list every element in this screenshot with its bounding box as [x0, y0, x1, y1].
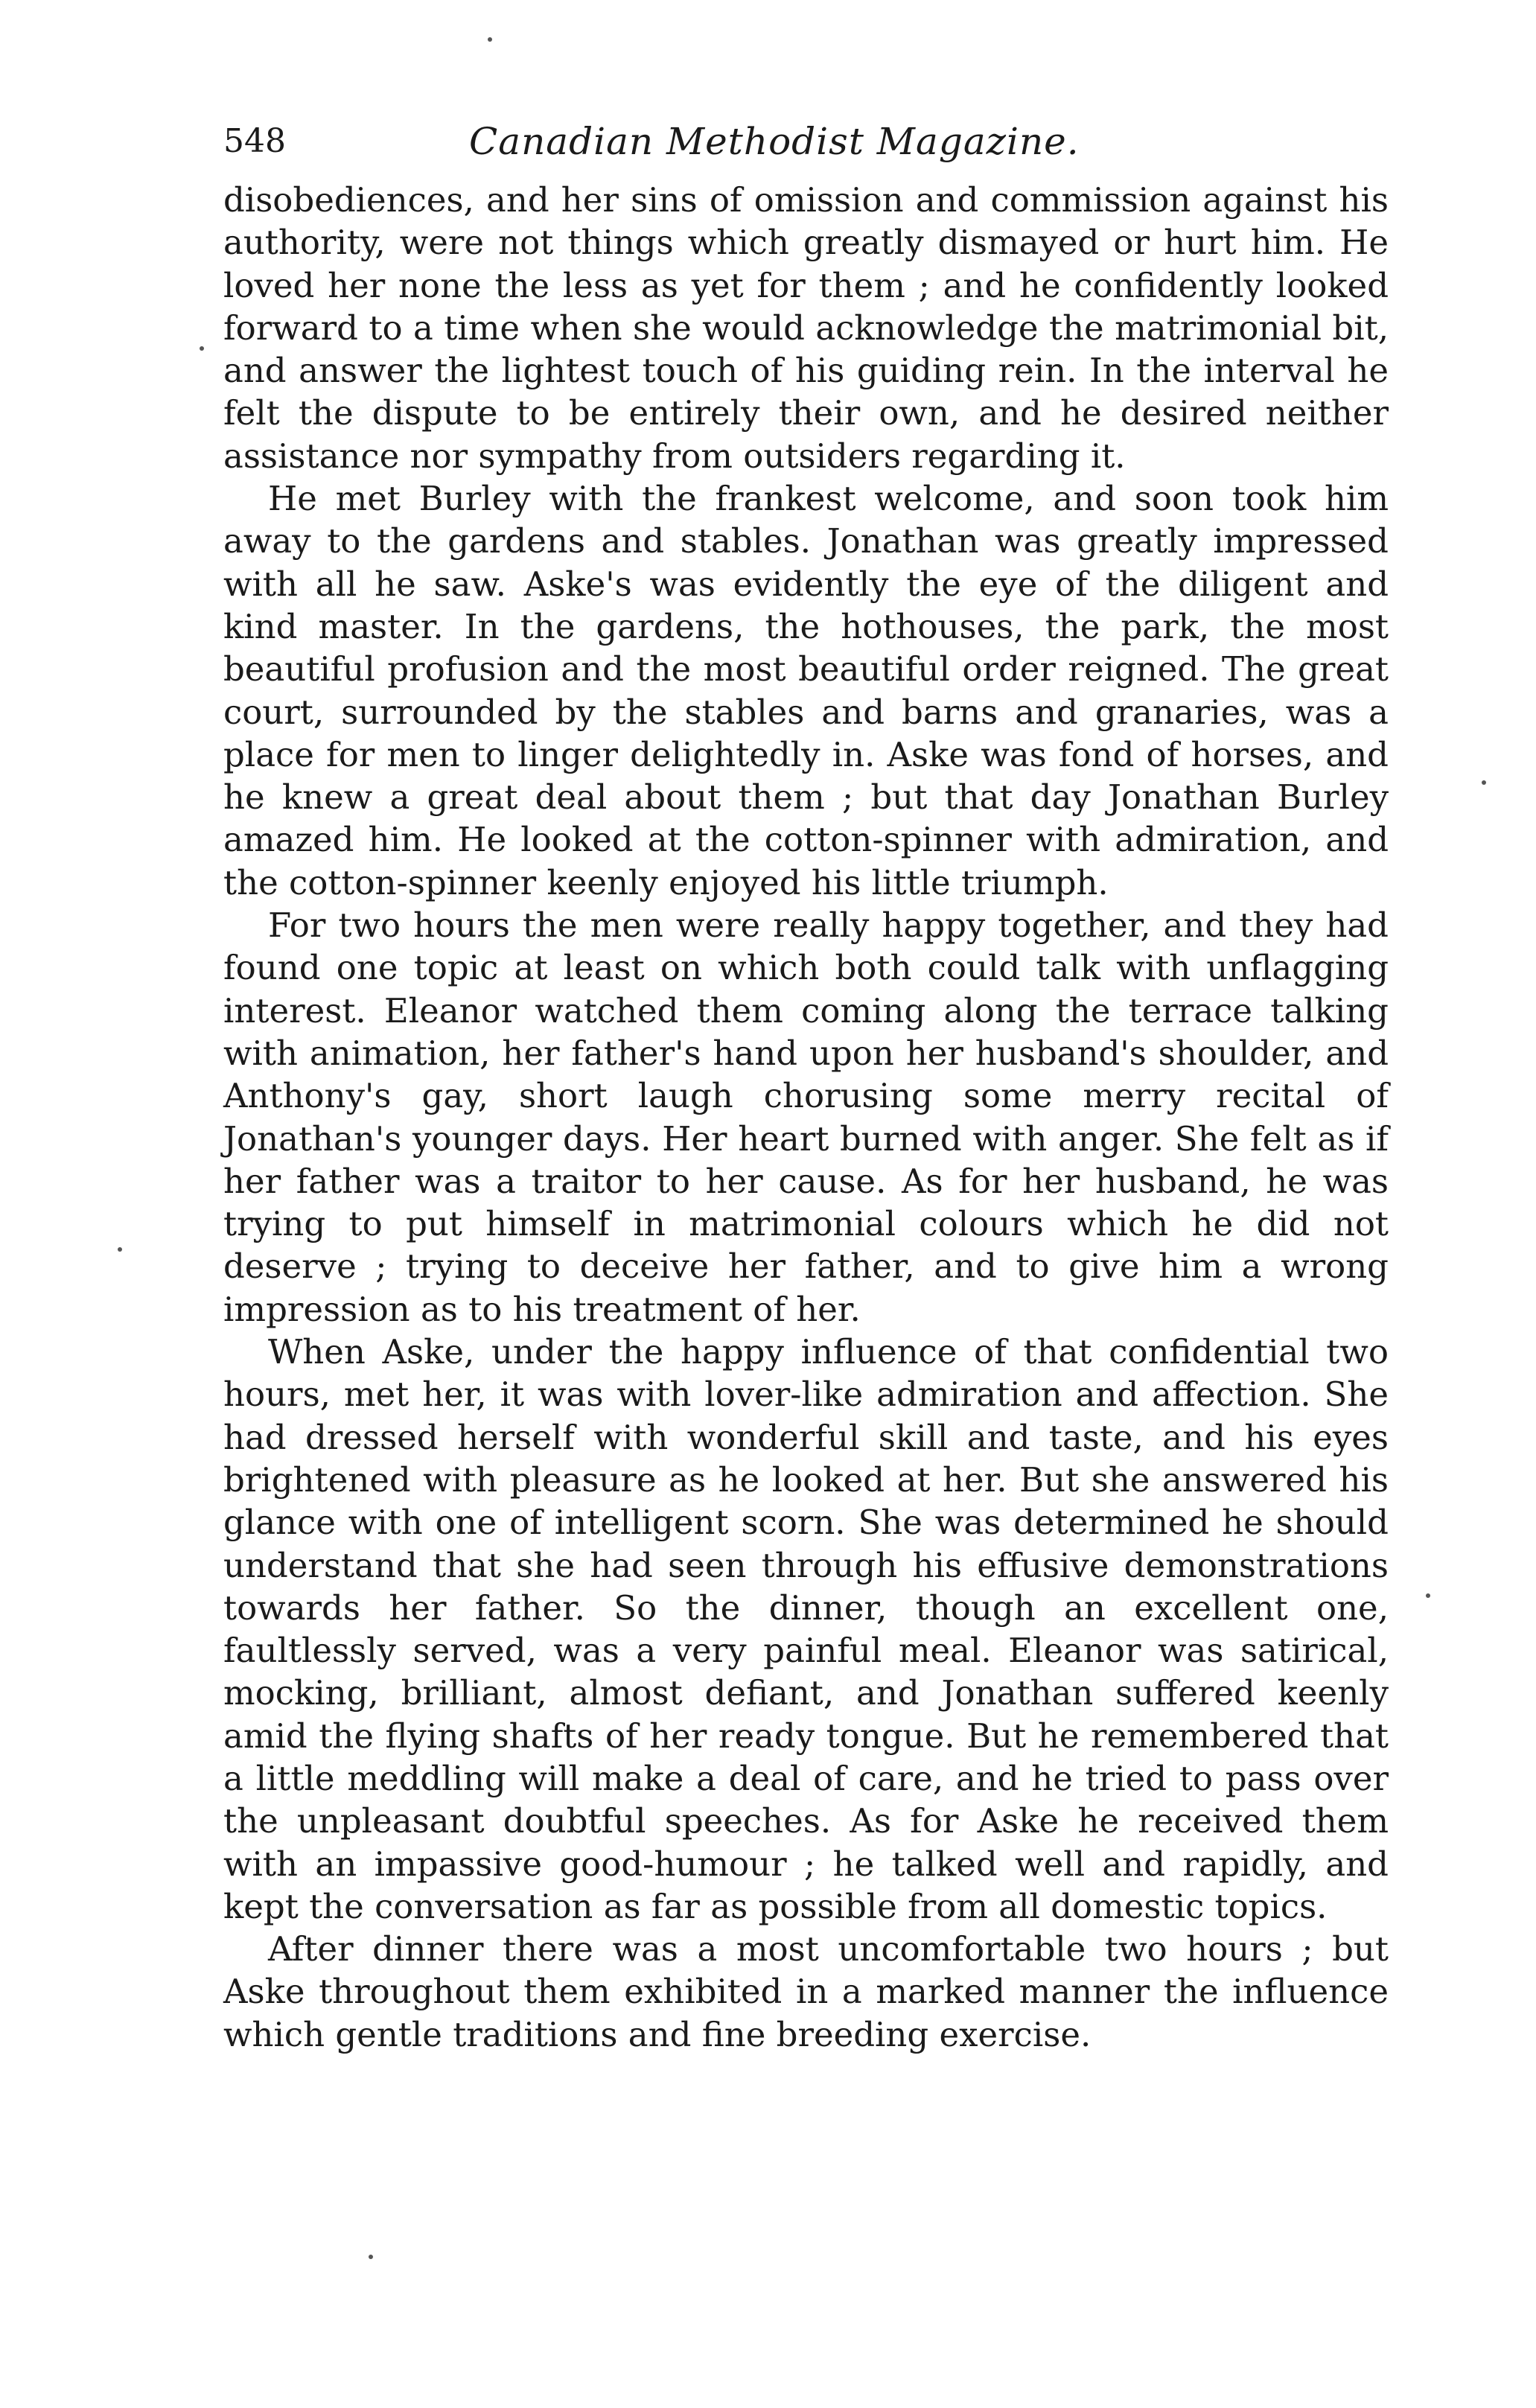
journal-title: Canadian Methodist Magazine.: [469, 120, 1080, 163]
scan-speck: [488, 37, 492, 42]
paragraph-5: After dinner there was a most uncomfortable two hours ; but Aske throughout them exhibited in a marked manner the influence which gentle traditions and fine breeding exercise.: [223, 1929, 1389, 2054]
paragraph-3: For two hours the men were really happy together, and they had found one topic at least on which both could talk with unflagging interest. Eleanor watched them coming along the terrace talking with animation, her father's hand upon her husband's shoulder, and Anthony's gay, short laugh chorusing some merry recital of Jonathan's younger days. Her heart burned with anger. She felt as if her father was a traitor to her cause. As for her husband, he was trying to put himself in matrimonial colours which he did not deserve ; trying to deceive her father, and to give him a wrong impression as to his treatment of her.: [223, 905, 1389, 1329]
book-page: [223, 112, 1389, 2056]
scan-speck: [200, 346, 204, 351]
scan-speck: [1482, 780, 1486, 785]
paragraph-1: disobediences, and her sins of omission and commission against his authority, were not things which greatly dismayed or hurt him. He loved her none the less as yet for them ; and he confidently looked forward to a time when she would acknowledge the matrimonial bit, and answer the lightest touch of his guiding rein. In the interval he felt the dispute to be entirely their own, and he desired neither assistance nor sympathy from outsiders regarding it.: [223, 180, 1389, 476]
paragraph-2: He met Burley with the frankest welcome, and soon took him away to the gardens and stables. Jonathan was greatly impressed with all he saw. Aske's was evidently the eye of the diligent and kind master. In the gardens, the hothouses, the park, the most beautiful profusion and the most beautiful order reigned. The great court, surrounded by the stables and barns and granaries, was a place for men to linger delightedly in. Aske was fond of horses, and he knew a great deal about them ; but that day Jonathan Burley amazed him. He looked at the cotton-spinner with admiration, and the cotton-spinner keenly enjoyed his little triumph.: [223, 479, 1389, 902]
running-head: [223, 112, 1389, 171]
scan-speck: [118, 1247, 122, 1252]
scan-speck: [369, 2255, 373, 2259]
paragraph-4: When Aske, under the happy influence of that confidential two hours, met her, it was with lover-like admiration and affection. She had dressed herself with wonderful skill and taste, and his eyes brightened with pleasure as he looked at her. But she answered his glance with one of intelligent scorn. She was determined he should understand that she had seen through his effusive demonstrations towards her father. So the dinner, though an excellent one, faultlessly served, was a very painful meal. Eleanor was satirical, mocking, brilliant, almost defiant, and Jonathan suffered keenly amid the flying shafts of her ready tongue. But he remembered that a little meddling will make a deal of care, and he tried to pass over the unpleasant doubtful speeches. As for Aske he received them with an impassive good-humour ; he talked well and rapidly, and kept the conversation as far as possible from all domestic topics.: [223, 1332, 1389, 1926]
scan-speck: [1426, 1593, 1430, 1598]
body-text: [223, 179, 1389, 2056]
page-number: 548: [223, 122, 286, 160]
